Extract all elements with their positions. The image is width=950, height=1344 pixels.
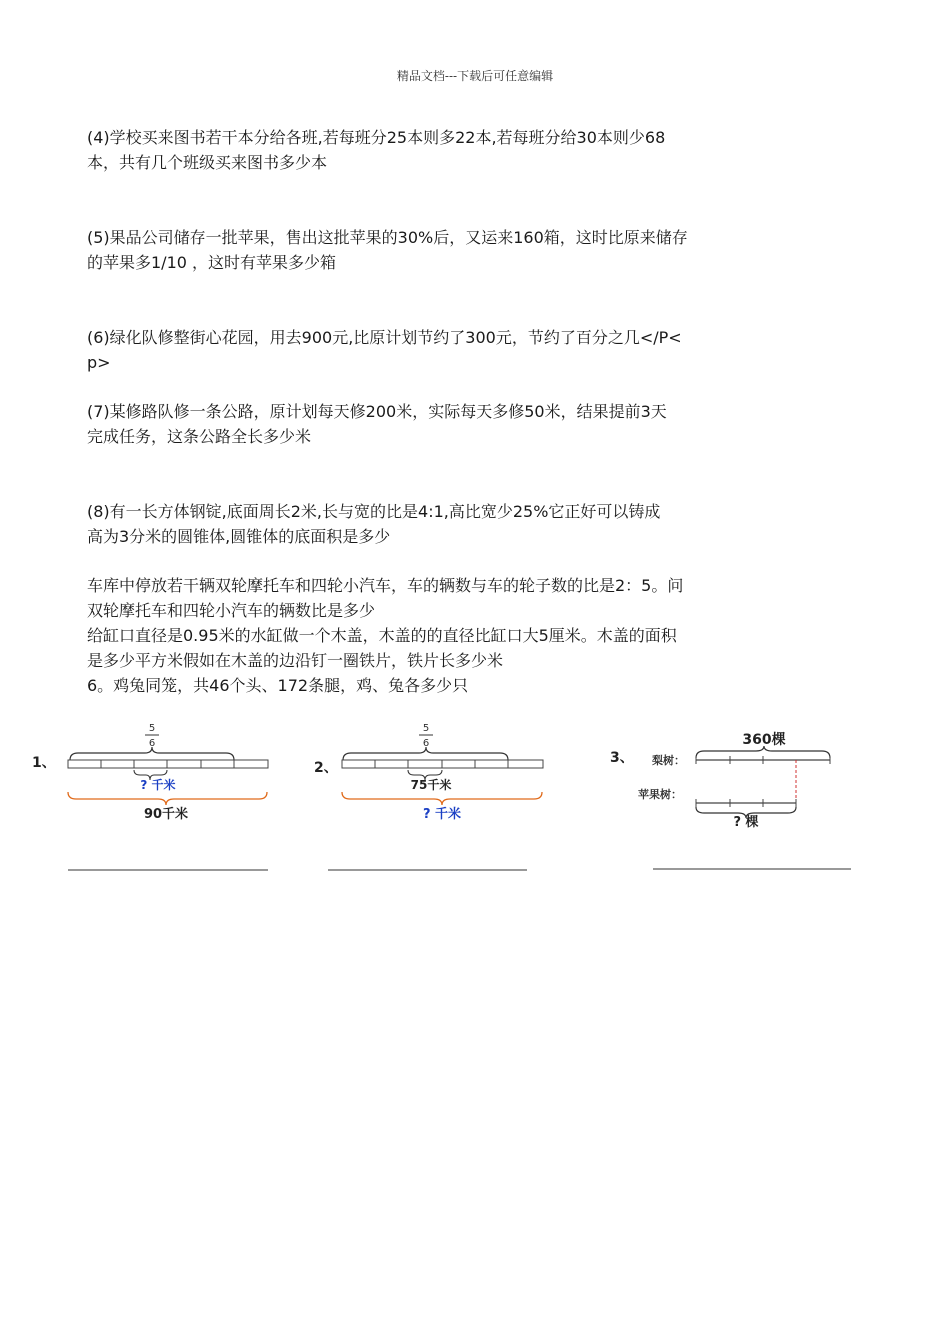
problem-8: (8)有一长方体钢锭,底面周长2米,长与宽的比是4:1,高比宽少25%它正好可以铸成 高为3分米的圆锥体,圆锥体的底面积是多少 xyxy=(87,502,661,546)
diagram-3-bottom-label: ? 棵 xyxy=(733,815,759,830)
diagram-1-fraction-numerator: 5 xyxy=(148,723,156,734)
diagram-1-number: 1、 xyxy=(32,755,56,771)
diagram-2-fraction-numerator: 5 xyxy=(422,723,430,734)
problem-chicken-rabbit: 6。鸡兔同笼，共46个头、172条腿，鸡、兔各多少只 xyxy=(87,676,469,695)
diagram-3-number: 3、 xyxy=(610,750,634,766)
diagram-2-part-label: 75千米 xyxy=(410,778,452,792)
diagram-1 xyxy=(0,710,300,880)
diagram-1-fraction-denominator: 6 xyxy=(148,738,156,749)
diagram-1-top-brace xyxy=(70,747,234,760)
diagram-2-total-label: ? 千米 xyxy=(422,807,462,822)
diagram-3-row2-label: 苹果树： xyxy=(638,788,682,801)
diagram-3 xyxy=(600,710,870,880)
diagram-1-segment-bar xyxy=(68,760,268,768)
problem-4: (4)学校买来图书若干本分给各班,若每班分25本则多22本,若每班分给30本则少68 本，共有几个班级买来图书多少本 xyxy=(87,128,666,172)
diagram-3-row1-label: 梨树： xyxy=(652,754,685,767)
page-header: 精品文档---下载后可任意编辑 xyxy=(396,69,554,83)
diagram-1-part-label: ? 千米 xyxy=(140,778,176,792)
diagram-2-fraction-denominator: 6 xyxy=(422,738,430,749)
diagram-3-top-label: 360棵 xyxy=(742,732,786,748)
diagram-2-number: 2、 xyxy=(314,760,338,776)
problem-garage: 车库中停放若干辆双轮摩托车和四轮小汽车，车的辆数与车的轮子数的比是2：5。问 双轮摩托车和四轮小汽车的辆数比是多少 xyxy=(87,576,684,620)
diagram-1-total-brace xyxy=(68,792,267,805)
problem-6: (6)绿化队修整街心花园，用去900元,比原计划节约了300元，节约了百分之几</P< p> xyxy=(87,328,682,372)
diagram-2-total-brace xyxy=(342,792,542,805)
diagram-1-total-label: 90千米 xyxy=(143,807,189,822)
problem-lid: 给缸口直径是0.95米的水缸做一个木盖，木盖的的直径比缸口大5厘米。木盖的面积 是多少平方米假如在木盖的边沿钉一圈铁片，铁片长多少米 xyxy=(87,626,677,670)
problem-5: (5)果品公司储存一批苹果，售出这批苹果的30%后，又运来160箱，这时比原来储存 的苹果多1/10 ，这时有苹果多少箱 xyxy=(87,228,688,272)
problem-7: (7)某修路队修一条公路，原计划每天修200米，实际每天多修50米，结果提前3天 完成任务，这条公路全长多少米 xyxy=(87,402,667,446)
diagram-2-top-brace xyxy=(343,747,508,760)
diagram-2 xyxy=(300,710,560,880)
